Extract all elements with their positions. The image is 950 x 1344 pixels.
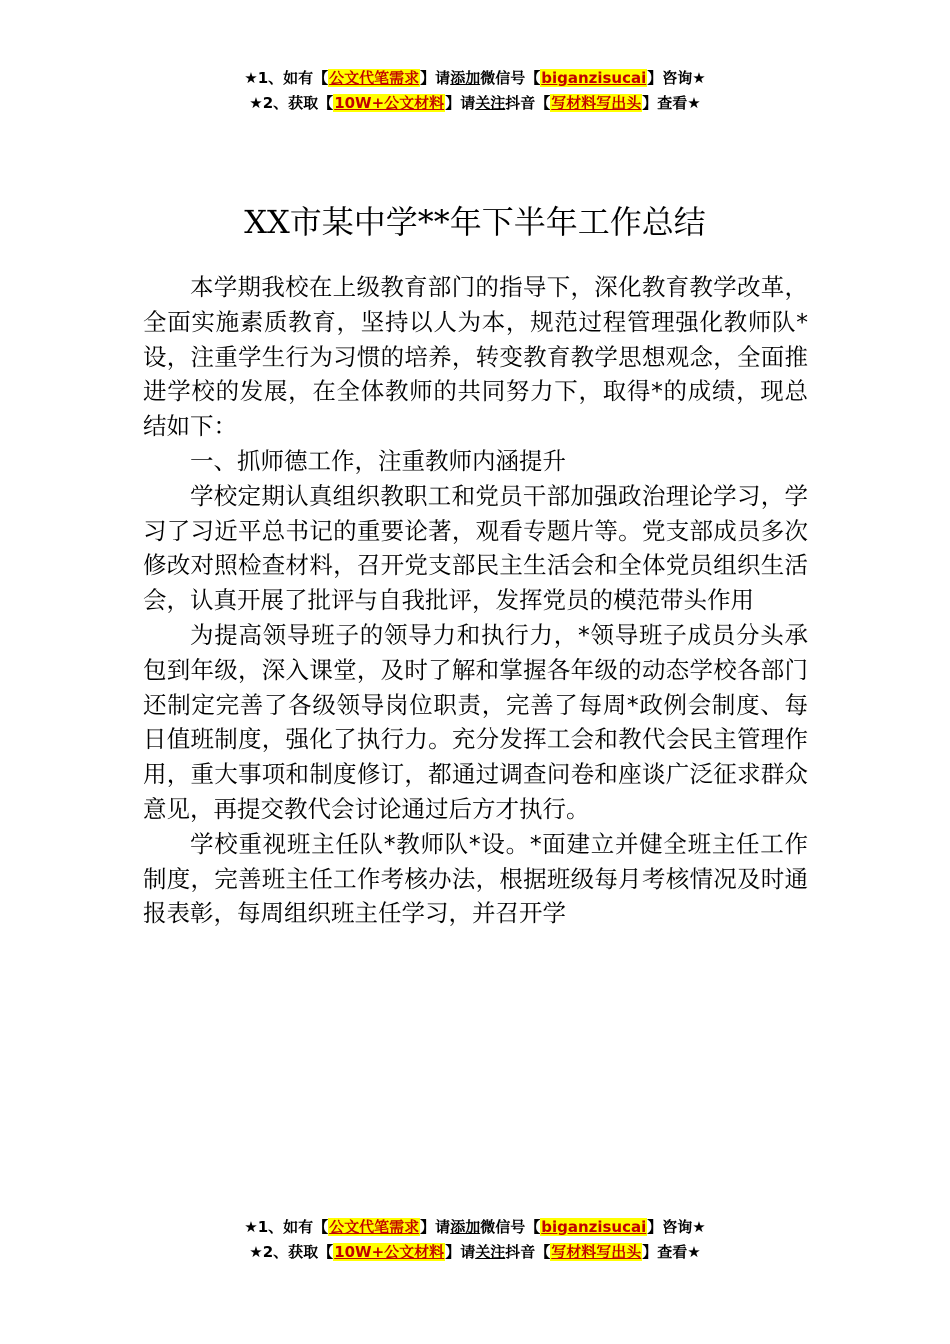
materials-highlight: 10W+公文材料 <box>334 94 445 112</box>
materials-highlight: 10W+公文材料 <box>334 1243 445 1261</box>
header-promo-banner <box>0 66 950 116</box>
intro-paragraph: 本学期我校在上级教育部门的指导下，深化教育教学改革，全面实施素质教育，坚持以人为本，规范过程管理强化教师队*设，注重学生行为习惯的培养，转变教育教学思想观念，全面推进学校的发展，在全体教师的共同努力下，取得*的成绩，现总结如下： <box>143 273 808 441</box>
document-title: XX市某中学**年下半年工作总结 <box>244 203 706 242</box>
service-highlight: 公文代笔需求 <box>329 69 420 87</box>
document-body <box>143 270 808 931</box>
promo-line-1: ★1、如有【公文代笔需求】请添加微信号【biganzisucai】咨询★ <box>244 69 706 87</box>
service-highlight: 公文代笔需求 <box>329 1218 420 1236</box>
wechat-id-highlight: biganzisucai <box>541 69 647 87</box>
promo-line-2: ★2、获取【10W+公文材料】请关注抖音【写材料写出头】查看★ <box>249 94 701 112</box>
wechat-id-highlight: biganzisucai <box>541 1218 647 1236</box>
footer-promo-banner <box>0 1215 950 1265</box>
body-paragraph: 学校定期认真组织教职工和党员干部加强政治理论学习，学习了习近平总书记的重要论著，观看专题片等。党支部成员多次修改对照检查材料，召开党支部民主生活会和全体党员组织生活会，认真开展了批评与自我批评，发挥党员的模范带头作用 <box>143 481 808 615</box>
section-heading: 一、抓师德工作，注重教师内涵提升 <box>190 446 566 475</box>
promo-line-1: ★1、如有【公文代笔需求】请添加微信号【biganzisucai】咨询★ <box>244 1218 706 1236</box>
body-paragraph: 为提高领导班子的领导力和执行力，*领导班子成员分头承包到年级，深入课堂，及时了解和掌握各年级的动态学校各部门还制定完善了各级领导岗位职责，完善了每周*政例会制度、每日值班制度，强化了执行力。充分发挥工会和教代会民主管理作用，重大事项和制度修订，都通过调查问卷和座谈广泛征求群众意见，再提交教代会讨论通过后方才执行。 <box>143 620 808 823</box>
douyin-id-highlight: 写材料写出头 <box>551 1243 642 1261</box>
body-paragraph: 学校重视班主任队*教师队*设。*面建立并健全班主任工作制度，完善班主任工作考核办法，根据班级每月考核情况及时通报表彰，每周组织班主任学习，并召开学 <box>143 829 808 928</box>
douyin-id-highlight: 写材料写出头 <box>551 94 642 112</box>
promo-line-2: ★2、获取【10W+公文材料】请关注抖音【写材料写出头】查看★ <box>249 1243 701 1261</box>
